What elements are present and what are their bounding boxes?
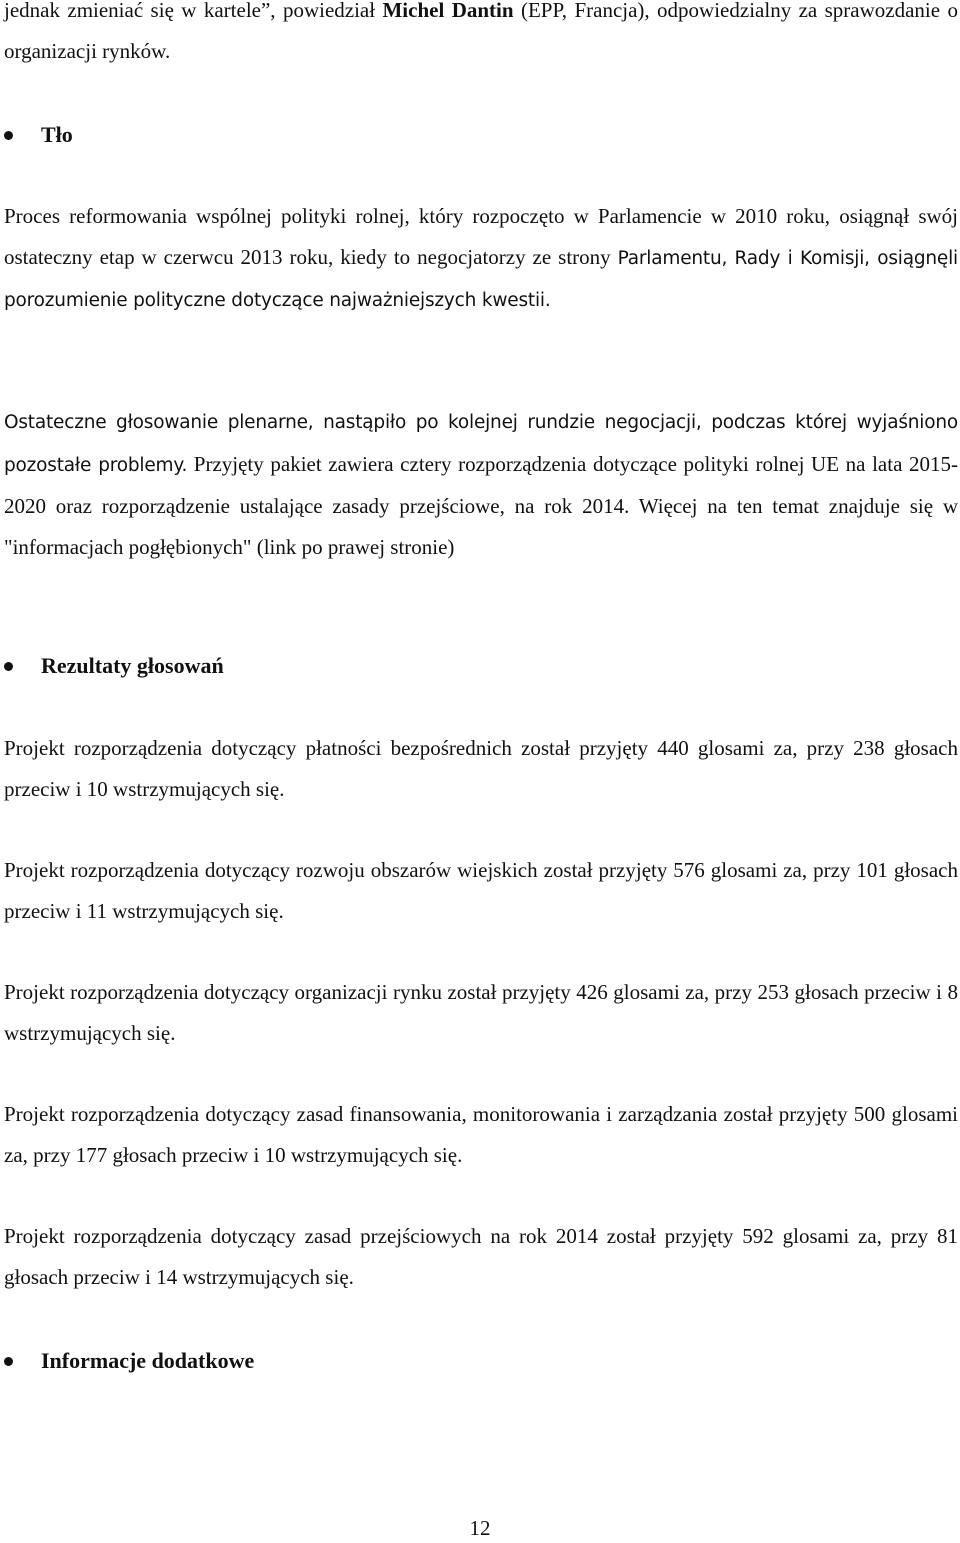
bullet-icon <box>4 662 13 671</box>
section-heading-additional <box>0 1341 954 1381</box>
page-number: 12 <box>469 1516 491 1540</box>
section-heading-background <box>0 115 954 155</box>
vote-result-item: Projekt rozporządzenia dotyczący zasad przejściowych na rok 2014 został przyjęty 592 glosami za, przy 81 głosach przeciw i 14 wstrzymujących się. <box>4 1224 958 1289</box>
vote-result-item: Projekt rozporządzenia dotyczący płatności bezpośrednich został przyjęty 440 glosami za, przy 238 głosach przeciw i 10 wstrzymujących się. <box>4 736 958 801</box>
background-paragraph-2-sans: Ostateczne głosowanie plenarne, nastąpiło po kolejnej rundzie negocjacji, podczas której wyjaśniono pozostałe problemy. <box>4 412 958 476</box>
heading-additional-text: Informacje dodatkowe <box>41 1348 255 1373</box>
heading-results-text: Rezultaty głosowań <box>41 653 224 678</box>
background-paragraph-1-sans: Parlamentu, Rady i Komisji, osiągnęli porozumienie polityczne dotyczące najważniejszych kwestii. <box>4 247 958 311</box>
speaker-name: Michel Dantin <box>382 0 514 22</box>
background-paragraph-2 <box>4 401 958 567</box>
bullet-icon <box>4 1357 13 1366</box>
section-heading-results <box>0 646 954 686</box>
heading-background-text: Tło <box>41 122 73 147</box>
background-paragraph-1 <box>4 196 958 322</box>
intro-text-before: jednak zmieniać się w kartele”, powiedział <box>4 0 383 22</box>
intro-paragraph <box>4 0 958 71</box>
background-paragraph-2-serif: Przyjęty pakiet zawiera cztery rozporządzenia dotyczące polityki rolnej UE na lata 2015-2020 oraz rozporządzenie ustalające zasady przejściowe, na rok 2014. Więcej na ten temat znajduje się w "informacjach pogłębionych" (link po prawej stronie) <box>4 451 959 559</box>
vote-result-item: Projekt rozporządzenia dotyczący rozwoju obszarów wiejskich został przyjęty 576 glosami za, przy 101 głosach przeciw i 11 wstrzymujących się. <box>4 858 958 923</box>
vote-result-item: Projekt rozporządzenia dotyczący organizacji rynku został przyjęty 426 glosami za, przy 253 głosach przeciw i 8 wstrzymujących się. <box>4 980 958 1045</box>
bullet-icon <box>4 131 13 140</box>
background-paragraph-1-serif: Proces reformowania wspólnej polityki rolnej, który rozpoczęto w Parlamencie w 2010 roku, osiągnął swój ostateczny etap w czerwcu 2013 roku, kiedy to negocjatorzy ze strony <box>4 204 958 269</box>
vote-result-item: Projekt rozporządzenia dotyczący zasad finansowania, monitorowania i zarządzania został przyjęty 500 glosami za, przy 177 głosach przeciw i 10 wstrzymujących się. <box>4 1102 958 1167</box>
intro-text-after: (EPP, Francja), odpowiedzialny za sprawozdanie o organizacji rynków. <box>4 0 958 63</box>
